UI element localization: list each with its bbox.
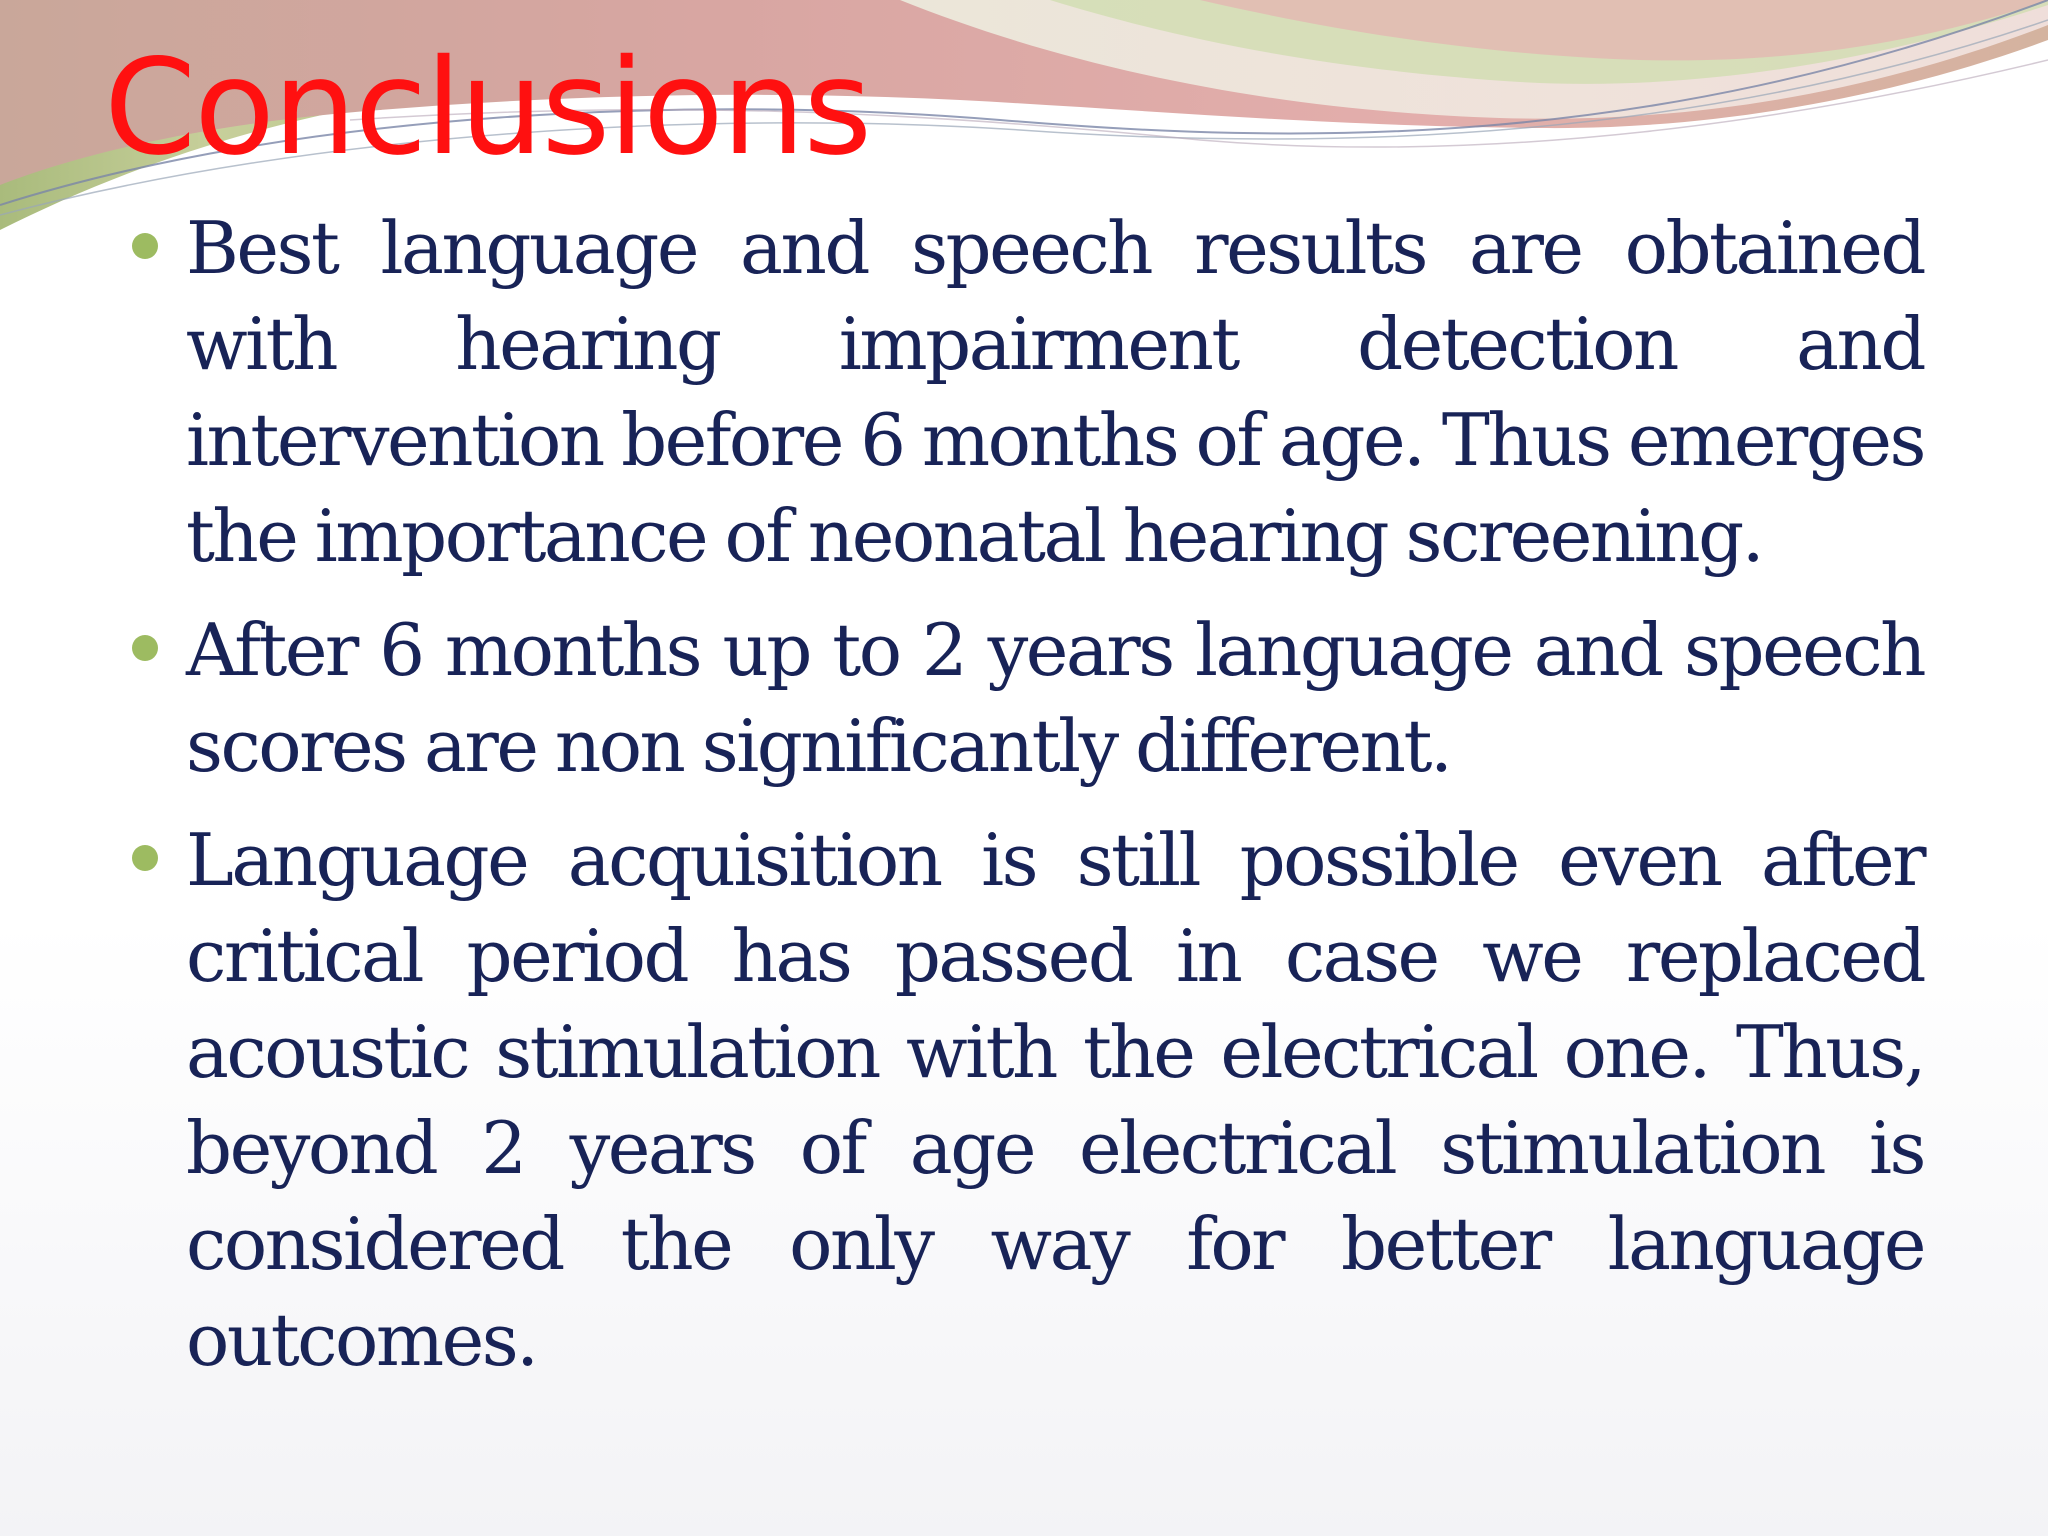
slide-title: Conclusions <box>104 31 871 185</box>
bullet-text: Language acquisition is still possible even after critical period has passed in case we replaced acoustic stimulation with the electrical one. Thus, beyond 2 years of age electrical stimulation is considered the only way for better language outcomes. <box>186 818 1924 1382</box>
bullet-list <box>132 200 1924 1406</box>
bullet-text: Best language and speech results are obtained with hearing impairment detection and intervention before 6 months of age. Thus emerges the importance of neonatal hearing screening. <box>186 206 1924 578</box>
bullet-item-3 <box>132 812 1924 1388</box>
bullet-item-2 <box>132 602 1924 794</box>
bullet-dot-icon <box>132 635 158 661</box>
bullet-text: After 6 months up to 2 years language and speech scores are non significantly different. <box>186 608 1924 788</box>
bullet-dot-icon <box>132 233 158 259</box>
bullet-item-1 <box>132 200 1924 584</box>
bullet-dot-icon <box>132 845 158 871</box>
